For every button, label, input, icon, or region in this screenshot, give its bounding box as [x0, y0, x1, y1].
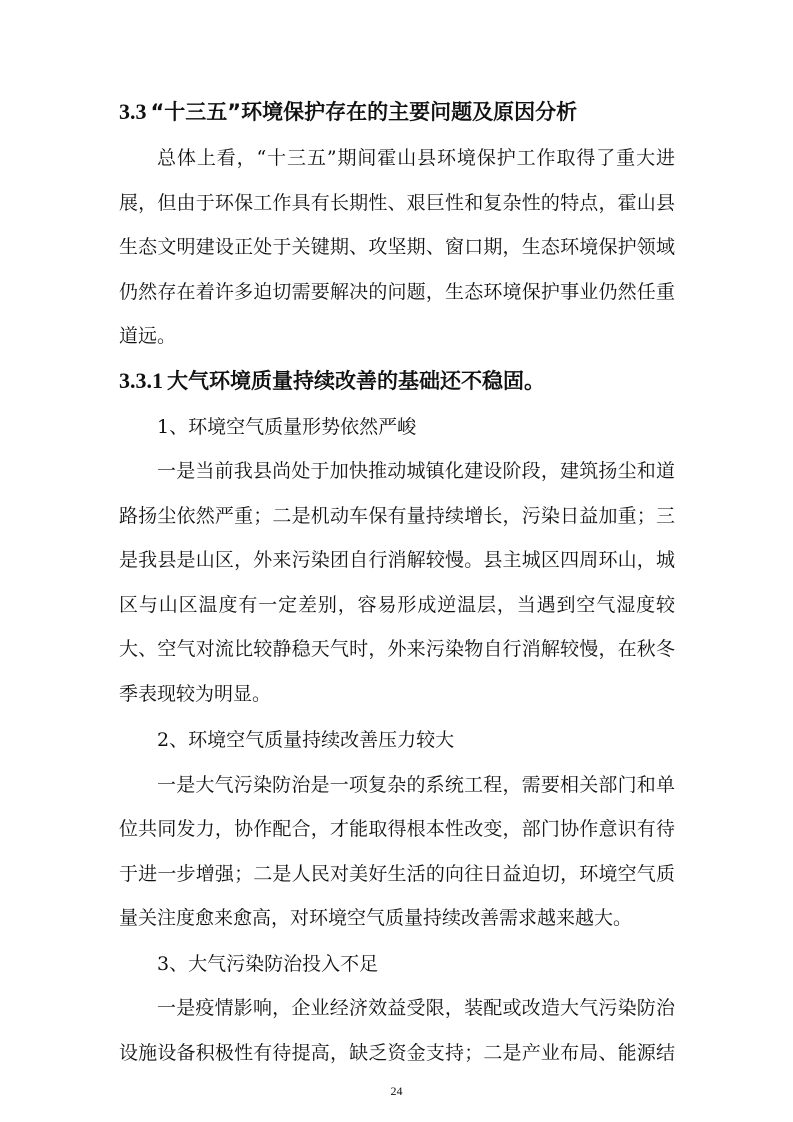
paragraph-line: 大、空气对流比较静稳天气时，外来污染物自行消解较慢，在秋冬	[119, 638, 675, 660]
paragraph-line: 总体上看，“十三五”期间霍山县环境保护工作取得了重大进	[157, 147, 675, 169]
paragraph-line: 一是当前我县尚处于加快推动城镇化建设阶段，建筑扬尘和道	[157, 460, 675, 482]
paragraph-line: 季表现较为明显。	[119, 683, 272, 705]
section-title: 大气环境质量持续改善的基础还不稳固。	[167, 369, 545, 393]
paragraph-line: 区与山区温度有一定差别，容易形成逆温层，当遇到空气湿度较	[119, 594, 675, 616]
paragraph-line: 展，但由于环保工作具有长期性、艰巨性和复杂性的特点，霍山县	[119, 192, 675, 214]
paragraph-line: 于进一步增强；二是人民对美好生活的向往日益迫切，环境空气质	[119, 863, 675, 885]
page-number: 24	[390, 1084, 403, 1098]
section-number: 3.3	[119, 99, 147, 124]
paragraph-line: 道远。	[119, 325, 177, 347]
subheading-1: 1、环境空气质量形势依然严峻	[157, 416, 417, 438]
subheading-2: 2、环境空气质量持续改善压力较大	[157, 729, 455, 751]
paragraph-line: 路扬尘依然严重；二是机动车保有量持续增长，污染日益加重；三	[119, 505, 675, 527]
section-title: “十三五”环境保护存在的主要问题及原因分析	[150, 100, 578, 124]
paragraph-line: 是我县是山区，外来污染团自行消解较慢。县主城区四周环山，城	[119, 549, 675, 571]
paragraph-line: 一是大气污染防治是一项复杂的系统工程，需要相关部门和单	[157, 774, 675, 796]
section-heading-3-3-1	[119, 367, 683, 395]
subheading-3: 3、大气污染防治投入不足	[157, 953, 379, 975]
section-heading-3-3	[119, 98, 683, 126]
paragraph-line: 位共同发力，协作配合，才能取得根本性改变，部门协作意识有待	[119, 818, 675, 840]
paragraph-line: 量关注度愈来愈高，对环境空气质量持续改善需求越来越大。	[119, 907, 633, 929]
section-number: 3.3.1	[119, 368, 163, 393]
paragraph-line: 仍然存在着许多迫切需要解决的问题，生态环境保护事业仍然任重	[119, 281, 675, 303]
paragraph-line: 设施设备积极性有待提高，缺乏资金支持；二是产业布局、能源结	[119, 1042, 675, 1064]
paragraph-line: 生态文明建设正处于关键期、攻坚期、窗口期，生态环境保护领域	[119, 236, 675, 258]
paragraph-line: 一是疫情影响，企业经济效益受限，装配或改造大气污染防治	[157, 997, 675, 1019]
